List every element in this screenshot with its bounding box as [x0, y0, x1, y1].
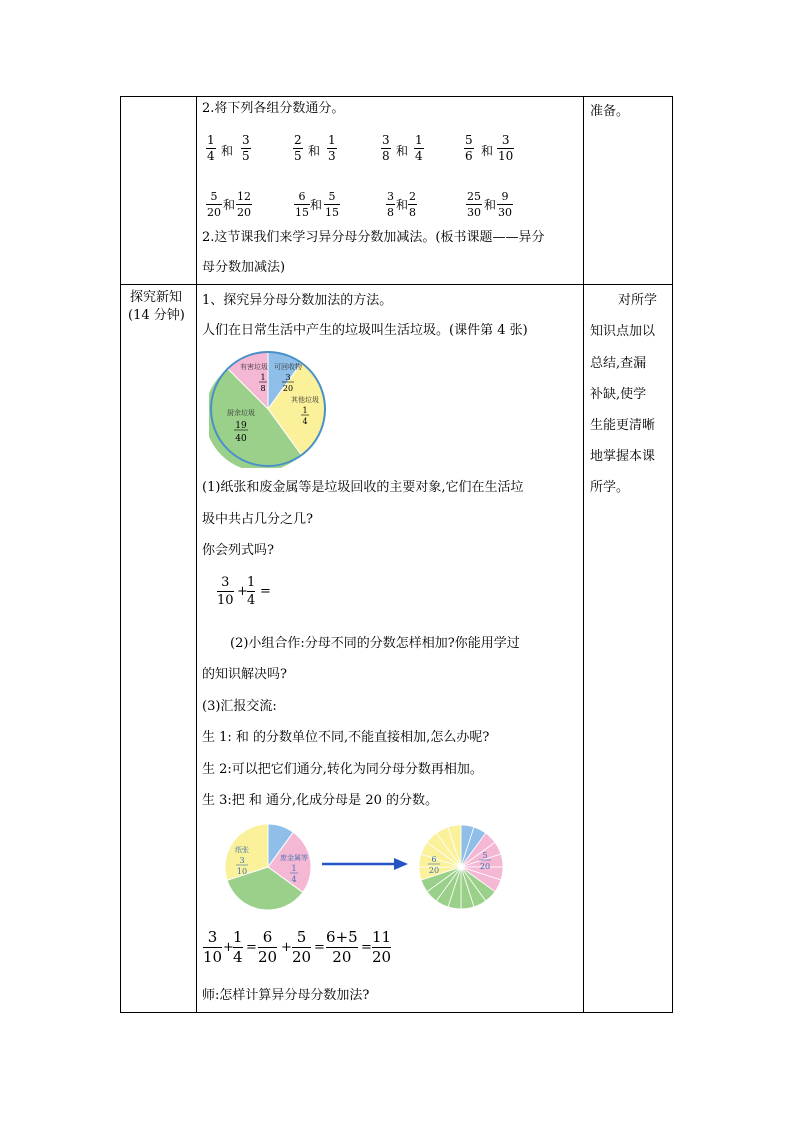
- purpose-line: 地掌握本课: [590, 449, 656, 464]
- pie20-den-metal: 20: [479, 862, 491, 871]
- arrow-right-icon: [322, 857, 408, 871]
- fraction: 12 20: [237, 190, 251, 219]
- fraction: 11 20: [372, 928, 392, 966]
- fraction: 1 4: [233, 928, 243, 966]
- pie-num-kitchen: 19: [235, 421, 247, 431]
- twentieths-pie-chart: [415, 822, 507, 912]
- fraction: 5 20: [292, 928, 312, 966]
- purpose-line: 所学。: [590, 480, 630, 495]
- equals-sign: =: [260, 584, 271, 599]
- fraction: 2 5: [294, 133, 302, 163]
- pie-den-kitchen: 40: [235, 434, 247, 444]
- fraction: 6 15: [295, 190, 309, 219]
- fraction: 1 4: [415, 133, 423, 163]
- pie-num-hazardous: 1: [260, 373, 266, 382]
- pie-num-other: 1: [302, 406, 308, 415]
- and-text: 和: [481, 144, 494, 158]
- fraction: 3 8: [382, 133, 390, 163]
- and-text: 和: [396, 198, 409, 212]
- fraction: 2 8: [409, 190, 416, 219]
- equals-sign: =: [361, 940, 372, 955]
- student1: 生 1: 和 的分数单位不同,不能直接相加,怎么办呢?: [202, 730, 490, 745]
- fraction: 5 20: [207, 190, 221, 219]
- and-text: 和: [310, 198, 323, 212]
- question1-line2: 圾中共占几分之几?: [202, 512, 313, 527]
- equals-sign: =: [314, 940, 325, 955]
- pie-num-recyclable: 3: [285, 373, 291, 382]
- purpose-line: 对所学: [618, 293, 658, 308]
- fraction: 3 10: [498, 133, 514, 163]
- fraction: 3 10: [203, 928, 223, 966]
- pie2-num-paper: 3: [239, 856, 245, 865]
- pie20-num-metal: 5: [482, 851, 488, 860]
- fraction: 1 4: [207, 133, 215, 163]
- pie2-den-metal: 4: [291, 875, 297, 884]
- pie2-den-paper: 10: [236, 867, 248, 876]
- question2-line1: (2)小组合作:分母不同的分数怎样相加?你能用学过: [230, 636, 520, 651]
- fraction: 3 8: [387, 190, 394, 219]
- purpose-line: 生能更清晰: [590, 418, 656, 433]
- paper-metal-pie-chart: [224, 822, 312, 912]
- pie20-den-paper: 20: [428, 866, 440, 875]
- question3: (3)汇报交流:: [202, 699, 277, 714]
- and-text: 和: [484, 198, 497, 212]
- purpose-line: 补缺,使学: [590, 387, 647, 402]
- section-duration: (14 分钟): [128, 308, 185, 323]
- fraction: 1 4: [247, 575, 256, 608]
- and-text: 和: [221, 144, 234, 158]
- question2-line2: 的知识解决吗?: [202, 667, 287, 682]
- question1-line1: (1)纸张和废金属等是垃圾回收的主要对象,它们在生活垃: [202, 480, 524, 495]
- purpose-line: 知识点加以: [590, 324, 656, 339]
- pie-den-recyclable: 20: [282, 384, 294, 393]
- intro-line-2: 母分数加减法): [202, 260, 286, 275]
- student3: 生 3:把 和 通分,化成分母是 20 的分数。: [202, 793, 438, 808]
- plus-sign: +: [237, 584, 248, 599]
- and-text: 和: [223, 198, 236, 212]
- plus-sign: +: [281, 940, 292, 955]
- row1-heading: 2.将下列各组分数通分。: [202, 101, 345, 116]
- pie-label-kitchen: 厨余垃圾: [227, 409, 255, 417]
- teacher-question: 师:怎样计算异分母分数加法?: [202, 988, 370, 1003]
- fraction: 5 15: [325, 190, 339, 219]
- fraction: 25 30: [467, 190, 481, 219]
- garbage-intro: 人们在日常生活中产生的垃圾叫生活垃圾。(课件第 4 张): [202, 323, 528, 338]
- column-divider-1: [196, 97, 197, 1012]
- pie-den-other: 4: [302, 417, 308, 426]
- row1-purpose: 准备。: [590, 104, 630, 119]
- equals-sign: =: [246, 940, 257, 955]
- fraction: 3 5: [242, 133, 250, 163]
- and-text: 和: [396, 144, 409, 158]
- purpose-line: 总结,查漏: [590, 356, 647, 371]
- section-title: 1、探究异分母分数加法的方法。: [202, 293, 393, 308]
- pie-den-hazardous: 8: [260, 384, 266, 393]
- fraction: 1 3: [328, 133, 336, 163]
- pie-label-recyclable: 可回收物: [274, 363, 302, 371]
- column-divider-2: [583, 97, 584, 1012]
- student2: 生 2:可以把它们通分,转化为同分母分数再相加。: [202, 762, 483, 777]
- fraction: 6+5 20: [326, 928, 358, 966]
- pie20-num-paper: 6: [431, 855, 437, 864]
- pie-label-other: 其他垃圾: [291, 396, 319, 404]
- fraction: 5 6: [465, 133, 473, 163]
- pie2-label-metal: 废金属等: [280, 854, 308, 862]
- fraction: 6 20: [258, 928, 278, 966]
- pie2-num-metal: 1: [291, 864, 297, 873]
- intro-line-1: 2.这节课我们来学习异分母分数加减法。(板书课题——异分: [202, 230, 545, 245]
- fraction: 9 30: [498, 190, 512, 219]
- section-label: 探究新知: [130, 290, 183, 305]
- pie-label-hazardous: 有害垃圾: [240, 363, 268, 371]
- row-divider: [121, 284, 672, 285]
- pie2-label-paper: 纸张: [235, 846, 249, 854]
- fraction: 3 10: [217, 575, 234, 608]
- question1-ask: 你会列式吗?: [202, 543, 274, 558]
- garbage-pie-chart: [209, 350, 327, 468]
- and-text: 和: [308, 144, 321, 158]
- plus-sign: +: [223, 940, 234, 955]
